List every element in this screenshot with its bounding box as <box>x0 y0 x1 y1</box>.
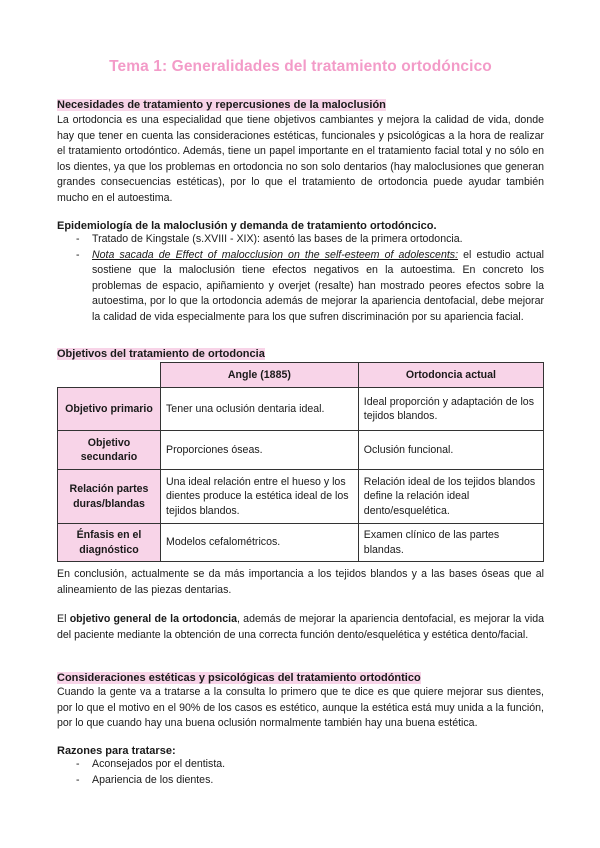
emphasis-text: objetivo general de la ortodoncia <box>69 613 237 625</box>
objectives-table <box>57 362 544 562</box>
section-heading-necesidades <box>57 98 386 112</box>
column-header-actual: Ortodoncia actual <box>358 363 543 388</box>
table-header-row <box>58 363 544 388</box>
section-heading-consideraciones <box>57 671 421 685</box>
list-item-text: el estudio actual sostiene que la maloclusión tiene efectos negativos en la autoestima. En concreto los problemas de espacio, apiñamiento y overjet (resalte) han mostrado peores efectos sobre la autoestima, por lo que la ortodoncia además de mejorar la apariencia dentofacial, debe mejorar la calidad de vida especialmente para los que sufren discriminación por su apariencia facial. <box>92 248 544 323</box>
epidemiology-list <box>57 232 544 325</box>
paragraph-aesthetics: Cuando la gente va a tratarse a la consulta lo primero que te dice es que quiere mejorar sus dientes, por lo que el motivo en el 90% de los casos es estético, aunque la estética está muy unida a la función, por lo que cuando hay una buena oclusión normalmente también hay una buena estética. <box>57 686 544 729</box>
table-row <box>58 431 544 470</box>
paragraph-general-objective <box>57 612 544 643</box>
section-heading-text: Objetivos del tratamiento de ortodoncia <box>57 348 265 360</box>
table-corner-cell <box>58 363 161 388</box>
table-cell: Tener una oclusión dentaria ideal. <box>161 388 359 431</box>
table-row <box>58 470 544 524</box>
table-row <box>58 524 544 562</box>
row-header: Énfasis en el diagnóstico <box>58 524 161 562</box>
table-cell: Oclusión funcional. <box>358 431 543 470</box>
list-item <box>57 232 544 248</box>
list-item <box>57 773 544 789</box>
table-cell: Una ideal relación entre el hueso y los dientes produce la estética ideal de los tejidos blandos. <box>161 470 359 524</box>
section-heading-text: Necesidades de tratamiento y repercusiones de la maloclusión <box>57 99 386 111</box>
table-cell: Ideal proporción y adaptación de los tejidos blandos. <box>358 388 543 431</box>
list-item <box>57 248 544 326</box>
table-cell: Relación ideal de los tejidos blandos define la relación ideal dento/esquelética. <box>358 470 543 524</box>
row-header: Objetivo primario <box>58 388 161 431</box>
table-row <box>58 388 544 431</box>
paragraph-conclusion: En conclusión, actualmente se da más importancia a los tejidos blandos y a las bases óseas que al alineamiento de las piezas dentarias. <box>57 568 544 596</box>
table-cell: Modelos cefalométricos. <box>161 524 359 562</box>
paragraph-intro: La ortodoncia es una especialidad que tiene objetivos cambiantes y mejora la calidad de vida, donde hay que tener en cuenta las consideraciones estéticas, funcionales y psicológicas a la hora de realizar el tratamiento ortodóntico. Además, tiene un papel importante en el tratamiento facial total y no sólo en los dientes, ya que los problemas en ortodoncia no son solo dentarios (hay maloclusiones que generan grandes consecuencias estéticas), por lo que el tratamiento de ortodoncia puede ayudar también mucho en el autoestima. <box>57 114 544 204</box>
list-item-text: Apariencia de los dientes. <box>92 773 214 786</box>
column-header-angle: Angle (1885) <box>161 363 359 388</box>
study-reference: Nota sacada de Effect of malocclusion on the self-esteem of adolescents: <box>92 248 459 261</box>
text-run: , además de mejorar la apariencia dentofacial, es mejorar la vida del paciente mediante la obtención de una correcta función dento/esquelética y estética dento/facial. <box>57 613 544 641</box>
reasons-list <box>57 757 544 788</box>
list-item <box>57 757 544 773</box>
row-header: Relación partes duras/blandas <box>58 470 161 524</box>
document-title: Tema 1: Generalidades del tratamiento ortodóncico <box>109 58 492 75</box>
section-heading-epidemiologia: Epidemiología de la maloclusión y demanda de tratamiento ortodóncico. <box>57 220 437 232</box>
reasons-heading: Razones para tratarse: <box>57 745 176 757</box>
list-item-text: Tratado de Kingstale (s.XVIII - XIX): asentó las bases de la primera ortodoncia. <box>92 233 463 245</box>
table-cell: Examen clínico de las partes blandas. <box>358 524 543 562</box>
list-item-text: Aconsejados por el dentista. <box>92 758 226 770</box>
section-heading-text: Consideraciones estéticas y psicológicas del tratamiento ortodóntico <box>57 672 421 684</box>
row-header: Objetivo secundario <box>58 431 161 470</box>
table-cell: Proporciones óseas. <box>161 431 359 470</box>
text-run: El <box>57 613 70 625</box>
section-heading-objetivos <box>57 347 265 361</box>
